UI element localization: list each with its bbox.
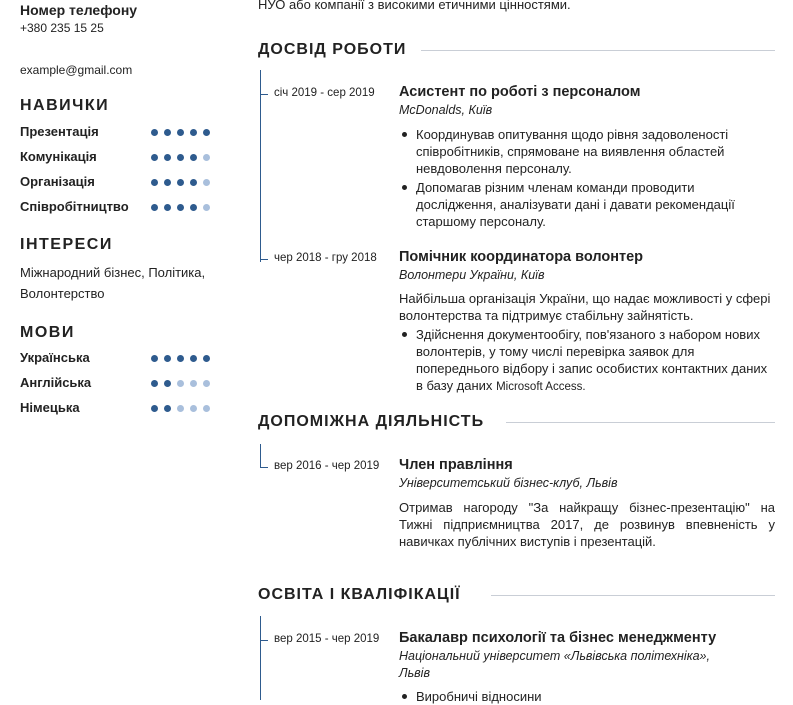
job-dates: січ 2019 - сер 2019 — [274, 87, 375, 99]
job-bullets — [399, 326, 775, 396]
skills-heading: НАВИЧКИ — [20, 97, 110, 114]
rating-dot-filled — [190, 129, 197, 136]
rating-dot-filled — [177, 179, 184, 186]
language-row — [20, 400, 230, 420]
timeline-line — [260, 444, 261, 468]
degree-title: Бакалавр психології та бізнес менеджменту — [399, 630, 717, 646]
rating-dot-filled — [177, 204, 184, 211]
language-row — [20, 375, 230, 395]
rating-dot-filled — [164, 154, 171, 161]
bullet-text-software: Microsoft Access. — [496, 381, 586, 393]
timeline-tick — [260, 259, 268, 260]
rating-dot-empty — [203, 405, 210, 412]
activity-dates: вер 2016 - чер 2019 — [274, 460, 380, 472]
rating-dot-filled — [151, 204, 158, 211]
timeline-line — [260, 616, 261, 700]
activity-organization: Університетський бізнес-клуб, Львів — [399, 476, 618, 490]
rating-dot-empty — [203, 179, 210, 186]
job-organization: Волонтери України, Київ — [399, 268, 545, 282]
education-dates: вер 2015 - чер 2019 — [274, 633, 380, 645]
timeline-tick — [260, 640, 268, 641]
education-heading: ОСВІТА І КВАЛІФІКАЦІЇ — [258, 586, 461, 603]
institution-city: Львів — [399, 666, 430, 680]
rating-dot-filled — [164, 129, 171, 136]
job-bullet — [416, 326, 775, 396]
job-bullet: Координував опитування щодо рівня задоволеності співробітників, спрямоване на виявлення областей невдоволення персоналу. — [416, 126, 775, 177]
skill-name: Організація — [20, 174, 95, 189]
language-name: Англійська — [20, 375, 92, 390]
bullet-text: Здійснення документообігу, пов'язаного з набором нових волонтерів, у тому числі перевірка заявок для попереднього відбору і запис особистих контактних даних в базу даних — [416, 327, 768, 393]
job-bullets — [399, 126, 775, 230]
skill-row — [20, 174, 230, 194]
skill-name: Презентація — [20, 124, 99, 139]
interests-heading: ІНТЕРЕСИ — [20, 236, 113, 253]
timeline-line — [260, 70, 261, 262]
section-divider — [421, 50, 775, 51]
rating-dot-filled — [190, 179, 197, 186]
rating-dot-empty — [203, 204, 210, 211]
timeline-tick — [260, 467, 268, 468]
experience-heading: ДОСВІД РОБОТИ — [258, 41, 407, 58]
email: example@gmail.com — [20, 63, 133, 77]
language-name: Українська — [20, 350, 90, 365]
rating-dot-empty — [177, 405, 184, 412]
activity-description: Отримав нагороду "За найкращу бізнес-презентацію" на Тижні підприємництва 2017, де розвинув впевненість у навичках публічних виступів і презентацій. — [399, 500, 775, 549]
activity-title: Член правління — [399, 457, 513, 473]
skill-row — [20, 149, 230, 169]
education-bullet: Виробничі відносини — [416, 688, 775, 705]
rating-dot-empty — [177, 380, 184, 387]
rating-dot-filled — [203, 355, 210, 362]
skill-row — [20, 199, 230, 219]
section-divider — [491, 595, 775, 596]
rating-dot-filled — [164, 405, 171, 412]
interests-text: Міжнародний бізнес, Політика, Волонтерство — [20, 265, 206, 301]
rating-dot-filled — [164, 380, 171, 387]
job-bullet: Допомагав різним членам команди проводити дослідження, аналізувати дані і давати рекомендації старшому персоналу. — [416, 179, 775, 230]
job-title: Асистент по роботі з персоналом — [399, 84, 641, 100]
rating-dot-filled — [190, 204, 197, 211]
rating-dot-empty — [190, 405, 197, 412]
job-organization: McDonalds, Київ — [399, 103, 493, 117]
phone-label: Номер телефону — [20, 2, 138, 18]
job-description: Найбільша організація України, що надає можливості у сфері волонтерства та підтримує стабільну зайнятість. — [399, 291, 771, 323]
activities-heading: ДОПОМІЖНА ДІЯЛЬНІСТЬ — [258, 413, 485, 430]
language-name: Німецька — [20, 400, 80, 415]
language-row — [20, 350, 230, 370]
skill-name: Співробітництво — [20, 199, 129, 214]
rating-dot-filled — [177, 154, 184, 161]
rating-dot-filled — [151, 405, 158, 412]
rating-dot-filled — [151, 355, 158, 362]
institution-name: Національний університет «Львівська політехніка», — [399, 649, 710, 663]
rating-dot-filled — [151, 129, 158, 136]
section-divider — [506, 422, 775, 423]
education-bullets — [399, 688, 775, 705]
languages-heading: МОВИ — [20, 324, 75, 341]
rating-dot-filled — [164, 355, 171, 362]
job-title: Помічник координатора волонтер — [399, 249, 644, 265]
rating-dot-empty — [203, 154, 210, 161]
rating-dot-filled — [190, 154, 197, 161]
rating-dot-filled — [151, 154, 158, 161]
skill-name: Комунікація — [20, 149, 97, 164]
timeline-tick — [260, 94, 268, 95]
rating-dot-filled — [203, 129, 210, 136]
rating-dot-filled — [177, 355, 184, 362]
phone-number: +380 235 15 25 — [20, 21, 104, 35]
job-dates: чер 2018 - гру 2018 — [274, 252, 377, 264]
rating-dot-filled — [164, 179, 171, 186]
skill-row — [20, 124, 230, 144]
summary-text: НУО або компанії з високими етичними цінностями. — [258, 0, 571, 12]
rating-dot-filled — [190, 355, 197, 362]
rating-dot-filled — [151, 179, 158, 186]
rating-dot-empty — [203, 380, 210, 387]
rating-dot-filled — [151, 380, 158, 387]
rating-dot-empty — [190, 380, 197, 387]
rating-dot-filled — [164, 204, 171, 211]
rating-dot-filled — [177, 129, 184, 136]
